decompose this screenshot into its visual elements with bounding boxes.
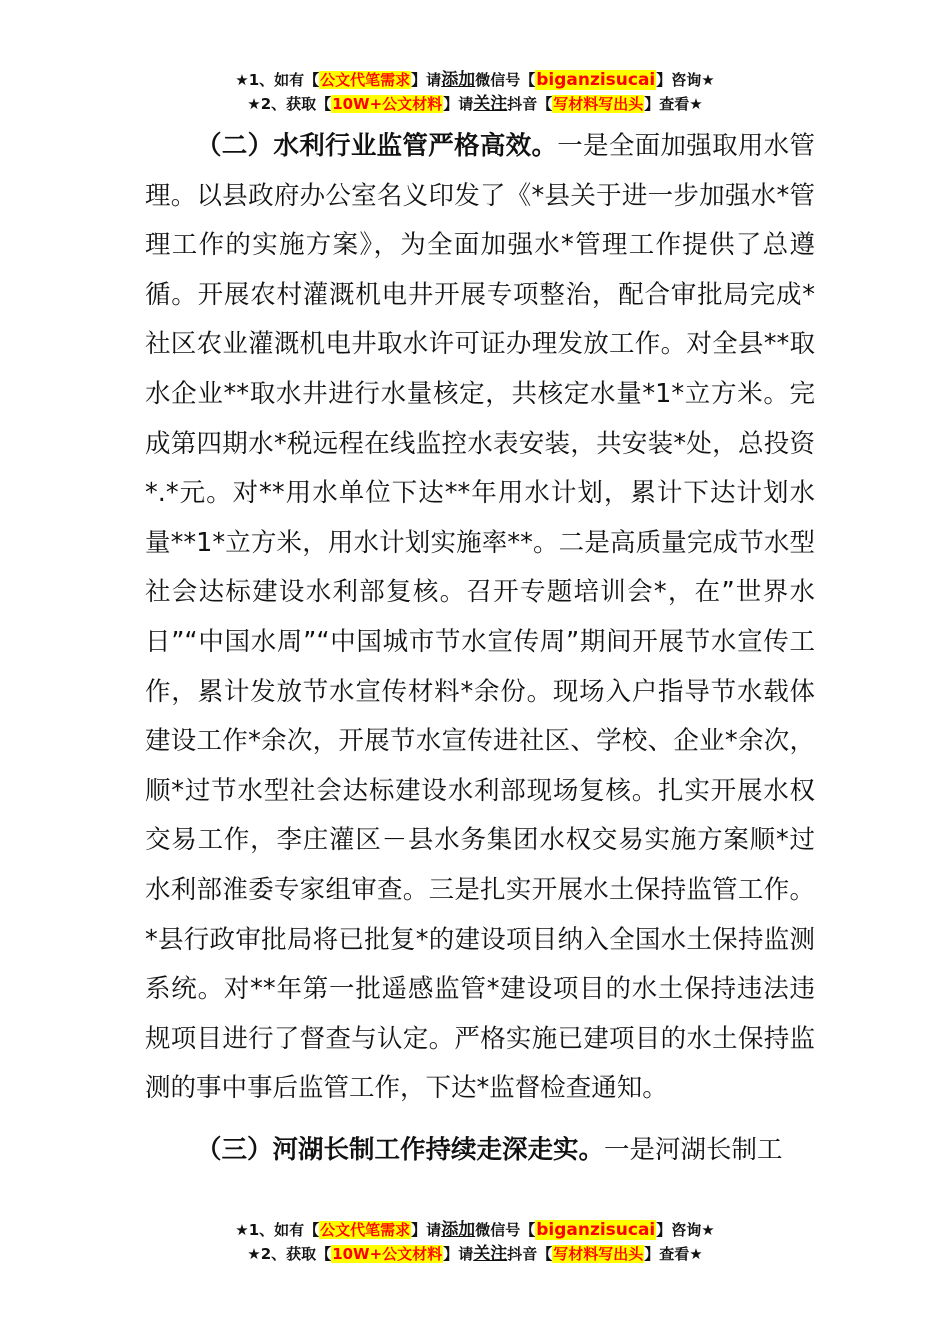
promo-line-2-tag: 10W+公文材料: [332, 95, 443, 113]
promo-line-2-lead: ★2、获取【: [247, 1245, 332, 1263]
paragraph-water-supervision: [145, 122, 815, 1114]
promo-line-2-lead: ★2、获取【: [247, 95, 332, 113]
promo-line-1-tag: 公文代笔需求: [320, 1221, 411, 1239]
paragraph-text: 一是河湖长制工: [604, 1134, 783, 1165]
promo-line-2: [0, 92, 950, 116]
promo-line-2-emph: 关注: [473, 94, 508, 114]
promo-line-1: [0, 1218, 950, 1242]
section-heading: （二）水利行业监管严格高效。: [196, 131, 558, 161]
promo-line-2-emph: 关注: [473, 1244, 508, 1264]
header-promo-banner: [0, 68, 950, 116]
section-heading: （三）河湖长制工作持续走深走实。: [196, 1134, 605, 1165]
promo-line-1-lead: ★1、如有【: [235, 71, 320, 89]
promo-line-2-mid2: 抖音【: [507, 95, 553, 113]
promo-line-1-emph: 添加: [441, 1220, 476, 1240]
promo-line-2-mid1: 】请: [443, 1245, 474, 1263]
promo-line-2-tail: 】查看★: [644, 95, 703, 113]
promo-line-2-id: 写材料写出头: [553, 1245, 644, 1263]
promo-line-1-tag: 公文代笔需求: [320, 71, 411, 89]
promo-line-1-mid1: 】请: [411, 1221, 442, 1239]
promo-line-1-id: biganzisucai: [536, 70, 656, 90]
paragraph-river-lake-chief: [145, 1126, 815, 1176]
promo-line-2-mid1: 】请: [443, 95, 474, 113]
promo-line-2-id: 写材料写出头: [553, 95, 644, 113]
promo-line-1-lead: ★1、如有【: [235, 1221, 320, 1239]
promo-line-2-tag: 10W+公文材料: [332, 1245, 443, 1263]
promo-line-1-mid2: 微信号【: [475, 1221, 536, 1239]
paragraph-text: 一是全面加强取用水管理。以县政府办公室名义印发了《*县关于进一步加强水*管理工作的实施方案》，为全面加强水*管理工作提供了总遵循。开展农村灌溉机电井开展专项整治，配合审批局完成*社区农业灌溉机电井取水许可证办理发放工作。对全县**取水企业**取水井进行水量核定，共核定水量*1*立方米。完成第四期水*税远程在线监控水表安装，共安装*处，总投资*.*元。对**用水单位下达**年用水计划，累计下达计划水量**1*立方米，用水计划实施率**。二是高质量完成节水型社会达标建设水利部复核。召开专题培训会*，在”世界水日”“中国水周”“中国城市节水宣传周”期间开展节水宣传工作，累计发放节水宣传材料*余份。现场入户指导节水载体建设工作*余次，开展节水宣传进社区、学校、企业*余次，顺*过节水型社会达标建设水利部现场复核。扎实开展水权交易工作，李庄灌区－县水务集团水权交易实施方案顺*过水利部淮委专家组审查。三是扎实开展水土保持监管工作。*县行政审批局将已批复*的建设项目纳入全国水土保持监测系统。对**年第一批遥感监管*建设项目的水土保持违法违规项目进行了督查与认定。严格实施已建项目的水土保持监测的事中事后监管工作，下达*监督检查通知。: [145, 131, 815, 1104]
promo-line-2-mid2: 抖音【: [507, 1245, 553, 1263]
promo-line-2: [0, 1242, 950, 1266]
promo-line-1: [0, 68, 950, 92]
promo-line-1-id: biganzisucai: [536, 1220, 656, 1240]
promo-line-1-emph: 添加: [441, 70, 476, 90]
promo-line-1-tail: 】咨询★: [656, 1221, 715, 1239]
document-body: [145, 122, 815, 1175]
footer-promo-banner: [0, 1218, 950, 1266]
promo-line-1-tail: 】咨询★: [656, 71, 715, 89]
promo-line-1-mid1: 】请: [411, 71, 442, 89]
promo-line-2-tail: 】查看★: [644, 1245, 703, 1263]
promo-line-1-mid2: 微信号【: [475, 71, 536, 89]
